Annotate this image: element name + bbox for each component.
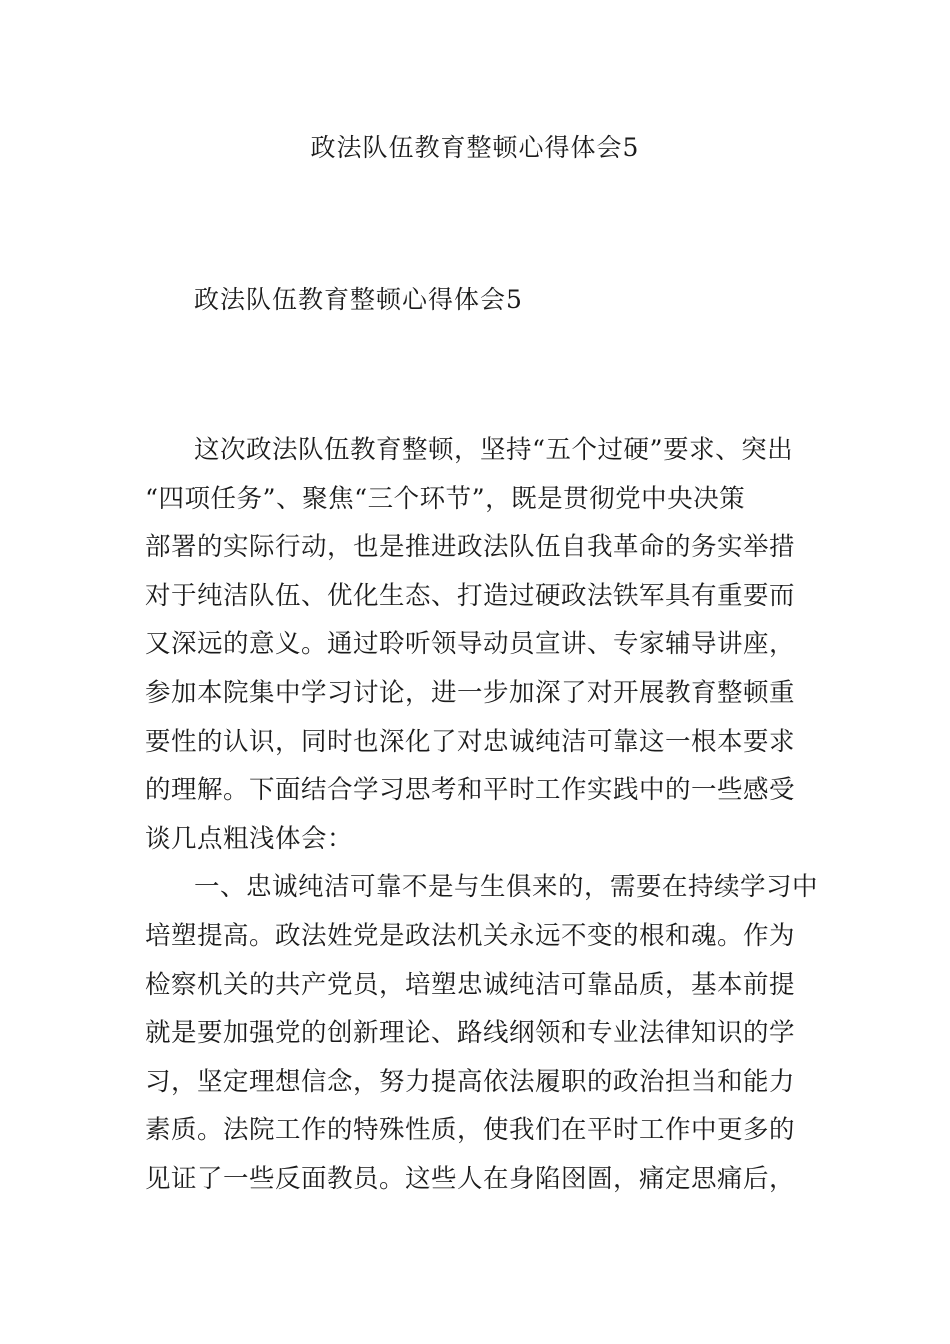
body-line: 要性的认识，同时也深化了对忠诚纯洁可靠这一根本要求 — [145, 726, 796, 757]
body-line: 就是要加强党的创新理论、路线纲领和专业法律知识的学 — [145, 1018, 796, 1049]
body-line: 对于纯洁队伍、优化生态、打造过硬政法铁军具有重要而 — [145, 580, 796, 611]
body-line: 见证了一些反面教员。这些人在身陷囹圄，痛定思痛后， — [145, 1163, 796, 1194]
body-line: 习，坚定理想信念，努力提高依法履职的政治担当和能力 — [145, 1066, 796, 1097]
body-line: 又深远的意义。通过聆听领导动员宣讲、专家辅导讲座， — [145, 629, 796, 660]
body-line: “四项任务”、聚焦“三个环节”，既是贯彻党中央决策 — [145, 483, 746, 514]
body-line: 部署的实际行动，也是推进政法队伍自我革命的务实举措 — [145, 532, 796, 563]
document-title: 政法队伍教育整顿心得体会5 — [310, 133, 640, 162]
body-line: 素质。法院工作的特殊性质，使我们在平时工作中更多的 — [145, 1115, 796, 1146]
body-line: 培塑提高。政法姓党是政法机关永远不变的根和魂。作为 — [145, 920, 796, 951]
body-line: 参加本院集中学习讨论，进一步加深了对开展教育整顿重 — [145, 677, 796, 708]
body-line: 检察机关的共产党员，培塑忠诚纯洁可靠品质，基本前提 — [145, 969, 796, 1000]
document-body — [145, 430, 819, 1208]
body-line: 的理解。下面结合学习思考和平时工作实践中的一些感受 — [145, 775, 796, 806]
body-line: 一、忠诚纯洁可靠不是与生俱来的，需要在持续学习中 — [194, 872, 819, 903]
body-line: 谈几点粗浅体会： — [145, 823, 354, 854]
body-line: 这次政法队伍教育整顿，坚持“五个过硬”要求、突出 — [194, 435, 794, 465]
document-subtitle: 政法队伍教育整顿心得体会5 — [194, 285, 523, 314]
